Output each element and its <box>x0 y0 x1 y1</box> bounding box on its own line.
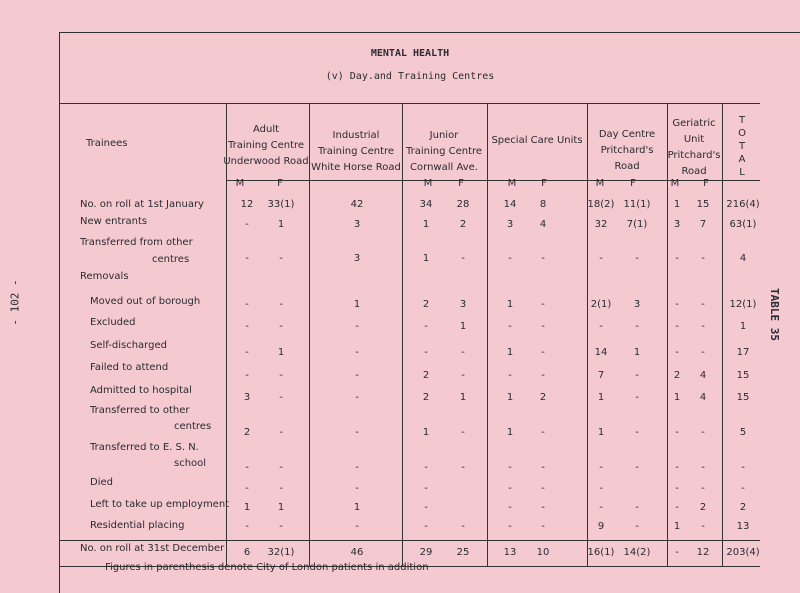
table-cell: 14(2) <box>623 547 651 558</box>
table-cell: - <box>741 483 745 494</box>
row-label: Failed to attend <box>90 362 169 373</box>
table-cell: - <box>675 483 679 494</box>
column-divider <box>402 103 403 566</box>
table-cell: - <box>541 502 545 513</box>
table-cell: - <box>635 502 639 513</box>
table-cell: - <box>424 321 428 332</box>
table-cell: 2 <box>459 219 467 230</box>
table-cell: - <box>541 462 545 473</box>
table-cell: - <box>599 483 603 494</box>
table-cell: - <box>245 347 249 358</box>
table-cell: 3 <box>673 219 681 230</box>
table-cell: - <box>355 483 359 494</box>
row-label: Died <box>90 477 113 488</box>
column-header-line: Unit <box>683 134 705 145</box>
table-cell: - <box>541 370 545 381</box>
row-label: No. on roll at 1st January <box>80 199 204 210</box>
table-cell: 1 <box>633 347 641 358</box>
table-cell: - <box>245 219 249 230</box>
table-cell: - <box>635 321 639 332</box>
table-cell: - <box>701 347 705 358</box>
row-label: Transferred from other <box>80 237 193 248</box>
column-header-line: Cornwall Ave. <box>410 162 478 173</box>
table-cell: - <box>599 502 603 513</box>
table-cell: - <box>541 483 545 494</box>
row-label: centres <box>152 254 190 265</box>
table-cell: - <box>279 483 283 494</box>
table-cell: - <box>245 299 249 310</box>
table-cell: - <box>701 483 705 494</box>
gender-subheader: M <box>423 178 433 189</box>
table-cell: 216(4) <box>726 199 760 210</box>
table-cell: - <box>675 462 679 473</box>
gender-subheader: F <box>703 178 709 189</box>
table-cell: 1 <box>506 427 514 438</box>
table-cell: - <box>424 462 428 473</box>
table-cell: - <box>279 521 283 532</box>
column-header-line: Training Centre <box>405 146 483 157</box>
table-cell: - <box>701 521 705 532</box>
table-cell: 2 <box>422 299 430 310</box>
table-cell: 63(1) <box>729 219 757 230</box>
table-cell: - <box>355 321 359 332</box>
table-cell: 4 <box>699 392 707 403</box>
table-cell: 32(1) <box>267 547 295 558</box>
table-cell: 1 <box>673 521 681 532</box>
table-cell: 1 <box>353 299 361 310</box>
table-cell: 1 <box>597 392 605 403</box>
table-cell: - <box>355 521 359 532</box>
table-cell: - <box>701 299 705 310</box>
table-cell: - <box>675 347 679 358</box>
table-cell: 4 <box>699 370 707 381</box>
table-cell: 1 <box>422 427 430 438</box>
column-header-line: A <box>738 154 746 165</box>
table-cell: - <box>461 347 465 358</box>
table-cell: 3 <box>459 299 467 310</box>
column-header-line: O <box>738 128 746 139</box>
table-cell: - <box>279 462 283 473</box>
table-cell: - <box>461 253 465 264</box>
table-cell: - <box>245 483 249 494</box>
table-cell: - <box>635 253 639 264</box>
gender-subheader: F <box>277 178 283 189</box>
table-cell: - <box>355 392 359 403</box>
table-cell: 13 <box>736 521 750 532</box>
table-cell: 4 <box>739 253 747 264</box>
table-cell: - <box>461 427 465 438</box>
table-cell: 9 <box>597 521 605 532</box>
gender-subheader: M <box>595 178 605 189</box>
table-cell: 1 <box>353 502 361 513</box>
table-cell: - <box>701 321 705 332</box>
table-cell: 34 <box>419 199 433 210</box>
gender-subheader: M <box>670 178 680 189</box>
table-cell: - <box>675 299 679 310</box>
page-number: - 102 - <box>8 279 22 326</box>
row-label: No. on roll at 31st December <box>80 543 225 554</box>
table-cell: - <box>279 427 283 438</box>
table-cell: 28 <box>456 199 470 210</box>
table-cell: 1 <box>506 392 514 403</box>
table-cell: 11(1) <box>623 199 651 210</box>
table-cell: 12 <box>240 199 254 210</box>
table-cell: 7 <box>597 370 605 381</box>
table-cell: - <box>635 427 639 438</box>
table-cell: - <box>675 253 679 264</box>
table-cell: 1 <box>277 502 285 513</box>
table-cell: - <box>279 321 283 332</box>
table-cell: 1 <box>739 321 747 332</box>
table-cell: 46 <box>350 547 364 558</box>
row-header: Trainees <box>86 138 128 149</box>
row-label: New entrants <box>80 216 148 227</box>
column-divider <box>587 103 588 566</box>
table-cell: 2 <box>539 392 547 403</box>
table-cell: - <box>424 521 428 532</box>
column-header-line: Road <box>614 161 640 172</box>
row-label: school <box>174 458 207 469</box>
table-cell: 2 <box>739 502 747 513</box>
column-header-line: Road <box>681 166 707 177</box>
row-label: centres <box>174 421 212 432</box>
table-cell: 1 <box>673 199 681 210</box>
table-cell: 4 <box>539 219 547 230</box>
table-cell: - <box>635 462 639 473</box>
row-label: Transferred to E. S. N. <box>90 442 199 453</box>
table-cell: 5 <box>739 427 747 438</box>
row-label: Transferred to other <box>90 405 190 416</box>
table-cell: - <box>675 547 679 558</box>
table-cell: 1 <box>243 502 251 513</box>
table-cell: 10 <box>536 547 550 558</box>
table-cell: 3 <box>506 219 514 230</box>
table-cell: - <box>508 370 512 381</box>
table-subtitle: (v) Day.and Training Centres <box>325 71 495 82</box>
table-cell: - <box>599 253 603 264</box>
subheader-line <box>226 180 760 181</box>
table-cell: 1 <box>506 347 514 358</box>
table-cell: - <box>355 462 359 473</box>
table-cell: - <box>541 321 545 332</box>
table-cell: 17 <box>736 347 750 358</box>
row-label: Left to take up employment <box>90 499 230 510</box>
table-cell: 3 <box>353 253 361 264</box>
table-cell: 3 <box>353 219 361 230</box>
gender-subheader: F <box>458 178 464 189</box>
table-cell: - <box>675 502 679 513</box>
column-divider <box>667 103 668 566</box>
column-header-line: Geriatric <box>672 118 716 129</box>
column-header-line: T <box>738 115 746 126</box>
column-header-line: Training Centre <box>317 146 395 157</box>
row-label: Removals <box>80 271 129 282</box>
gender-subheader: F <box>630 178 636 189</box>
table-cell: 1 <box>277 219 285 230</box>
table-cell: - <box>675 321 679 332</box>
column-divider <box>226 103 227 566</box>
table-cell: - <box>701 462 705 473</box>
table-cell: 14 <box>594 347 608 358</box>
table-cell: - <box>741 462 745 473</box>
column-header-line: Junior <box>429 130 459 141</box>
table-cell: - <box>279 299 283 310</box>
column-header-line: Day Centre <box>598 129 656 140</box>
table-cell: - <box>541 347 545 358</box>
column-header-line: White Horse Road <box>311 162 401 173</box>
table-cell: - <box>701 427 705 438</box>
table-cell: - <box>635 392 639 403</box>
table-cell: 32 <box>594 219 608 230</box>
table-cell: 33(1) <box>267 199 295 210</box>
table-cell: 14 <box>503 199 517 210</box>
table-cell: 8 <box>539 199 547 210</box>
table-cell: - <box>675 427 679 438</box>
gender-subheader: M <box>507 178 517 189</box>
column-divider <box>309 103 310 566</box>
column-header-line: Pritchard's <box>667 150 721 161</box>
column-header-line: Training Centre <box>227 140 305 151</box>
table-cell: - <box>599 321 603 332</box>
table-cell: 18(2) <box>587 199 615 210</box>
gender-subheader: M <box>235 178 245 189</box>
table-cell: - <box>599 462 603 473</box>
column-header-line: Industrial <box>332 130 380 141</box>
table-cell: 2 <box>243 427 251 438</box>
column-header-line: Pritchard's <box>600 145 654 156</box>
table-cell: 2 <box>422 392 430 403</box>
table-cell: - <box>245 253 249 264</box>
table-cell: 3 <box>243 392 251 403</box>
column-divider <box>487 103 488 566</box>
column-header-line: Underwood Road <box>223 156 309 167</box>
table-cell: - <box>508 521 512 532</box>
table-cell: 1 <box>459 392 467 403</box>
table-cell: - <box>355 427 359 438</box>
table-cell: 42 <box>350 199 364 210</box>
table-cell: 1 <box>277 347 285 358</box>
table-cell: - <box>461 370 465 381</box>
table-cell: 2 <box>699 502 707 513</box>
table-cell: 1 <box>422 253 430 264</box>
table-cell: - <box>424 502 428 513</box>
table-cell: - <box>245 321 249 332</box>
table-cell: - <box>279 253 283 264</box>
column-header-line: Adult <box>252 124 280 135</box>
table-cell: 15 <box>736 370 750 381</box>
table-cell: 2 <box>673 370 681 381</box>
table-cell: 1 <box>459 321 467 332</box>
table-cell: - <box>461 521 465 532</box>
column-header-line: L <box>739 167 745 178</box>
row-label: Self-discharged <box>90 340 167 351</box>
table-cell: - <box>424 347 428 358</box>
table-cell: 3 <box>633 299 641 310</box>
table-cell: 7(1) <box>626 219 648 230</box>
table-cell: 15 <box>736 392 750 403</box>
table-cell: 1 <box>673 392 681 403</box>
table-cell: - <box>541 521 545 532</box>
table-cell: - <box>245 521 249 532</box>
table-cell: - <box>424 483 428 494</box>
table-cell: 2(1) <box>590 299 612 310</box>
table-cell: - <box>508 462 512 473</box>
table-label: TABLE 35 <box>767 288 781 341</box>
table-cell: - <box>245 462 249 473</box>
table-cell: 1 <box>597 427 605 438</box>
table-cell: - <box>508 321 512 332</box>
header-divider-top <box>60 103 760 104</box>
table-cell: - <box>541 427 545 438</box>
table-cell: - <box>635 370 639 381</box>
table-cell: - <box>508 502 512 513</box>
table-cell: - <box>355 347 359 358</box>
table-cell: 1 <box>506 299 514 310</box>
table-cell: - <box>701 253 705 264</box>
footnote: Figures in parenthesis denote City of London patients in addition <box>105 562 429 573</box>
table-cell: - <box>279 370 283 381</box>
table-cell: 7 <box>699 219 707 230</box>
table-cell: 13 <box>503 547 517 558</box>
column-divider <box>722 103 723 566</box>
table-cell: - <box>279 392 283 403</box>
table-cell: 29 <box>419 547 433 558</box>
gender-subheader: F <box>541 178 547 189</box>
table-cell: 12 <box>696 547 710 558</box>
row-label: Admitted to hospital <box>90 385 192 396</box>
column-header-line: T <box>738 141 746 152</box>
table-cell: 2 <box>422 370 430 381</box>
table-cell: 1 <box>422 219 430 230</box>
total-row-divider <box>60 540 760 541</box>
column-header-line: Special Care Units <box>491 135 583 146</box>
table-title: MENTAL HEALTH <box>370 48 450 59</box>
row-label: Moved out of borough <box>90 296 201 307</box>
table-cell: - <box>541 299 545 310</box>
row-label: Excluded <box>90 317 136 328</box>
table-cell: 15 <box>696 199 710 210</box>
table-cell: - <box>541 253 545 264</box>
table-cell: - <box>355 370 359 381</box>
row-label: Residential placing <box>90 520 185 531</box>
table-cell: - <box>635 521 639 532</box>
table-cell: - <box>508 483 512 494</box>
table-cell: 25 <box>456 547 470 558</box>
table-cell: 16(1) <box>587 547 615 558</box>
table-cell: 203(4) <box>726 547 760 558</box>
table-cell: - <box>245 370 249 381</box>
table-cell: - <box>461 462 465 473</box>
table-cell: 6 <box>243 547 251 558</box>
table-cell: - <box>508 253 512 264</box>
table-cell: 12(1) <box>729 299 757 310</box>
